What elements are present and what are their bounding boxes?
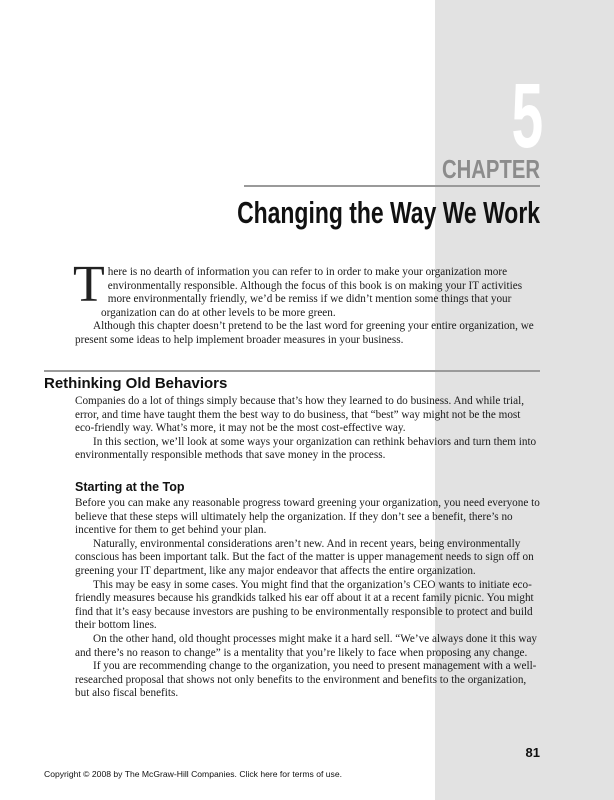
chapter-label: CHAPTER [441,154,540,184]
chapter-number: 5 [511,65,542,167]
subsection-paragraph-3: This may be easy in some cases. You might find that the organization’s CEO wants to initiate eco-friendly measures because his grandkids talked his ear off about it at a recent family picnic. You might find that it’s easy because investors are pushing to be environmentally responsible to protect and build their bottom lines. [75,578,534,632]
intro-paragraph-1: here is no dearth of information you can refer to in order to make your organization more environmentally responsible. Although the focus of this book is on making your IT activities more environmentally friendly, we’d be remiss if we didn’t mention some things that your organization can do at other levels to be more green. [101,266,523,319]
subsection-body [75,497,541,701]
copyright-text: Copyright © 2008 by The McGraw-Hill Companies. [44,769,237,779]
drop-cap: T [73,256,105,313]
subsection-paragraph-5: If you are recommending change to the organization, you need to present management with a well-researched proposal that shows not only benefits to the environment and benefits to the organization, but also fiscal benefits. [75,660,537,700]
section-paragraph-2: In this section, we’ll look at some ways your organization can rethink behaviors and turn them into environmentally responsible methods that save money in the process. [75,435,537,462]
copyright-notice [44,769,464,779]
subsection-paragraph-1: Before you can make any reasonable progress toward greening your organization, you need everyone to believe that these steps will ultimately help the organization. If they don’t see a benefit, there’s no incentive for them to get behind your plan. [75,497,540,537]
chapter-divider [244,185,540,187]
subsection-paragraph-2: Naturally, environmental considerations aren’t new. And in recent years, being environmentally conscious has been important talk. But the fact of the matter is upper management needs to sign off on greening your IT department, like any major endeavor that affects the entire organization. [75,537,534,577]
intro-text [73,256,541,348]
section-paragraph-1: Companies do a lot of things simply because that’s how they learned to do business. And while trial, error, and time have taught them the best way to do business, that “best” way might not be the most eco-friendly way. What’s more, it may not be the most cost-effective way. [75,395,524,435]
section-body [75,395,541,463]
intro-paragraph-2: Although this chapter doesn’t pretend to be the last word for greening your entire organization, we present some ideas to help implement broader measures in your business. [75,320,534,346]
section-heading: Rethinking Old Behaviors [44,375,228,392]
subsection-paragraph-4: On the other hand, old thought processes might make it a hard sell. “We’ve always done it this way and there’s no reason to change” is a mentality that you’re likely to face when proposing any change. [75,632,538,659]
page-number: 81 [525,745,540,760]
terms-of-use-link[interactable]: Click here for terms of use. [239,769,343,779]
section-divider [44,370,540,372]
chapter-title: Changing the Way We Work [237,195,540,230]
subsection-heading: Starting at the Top [75,480,185,494]
